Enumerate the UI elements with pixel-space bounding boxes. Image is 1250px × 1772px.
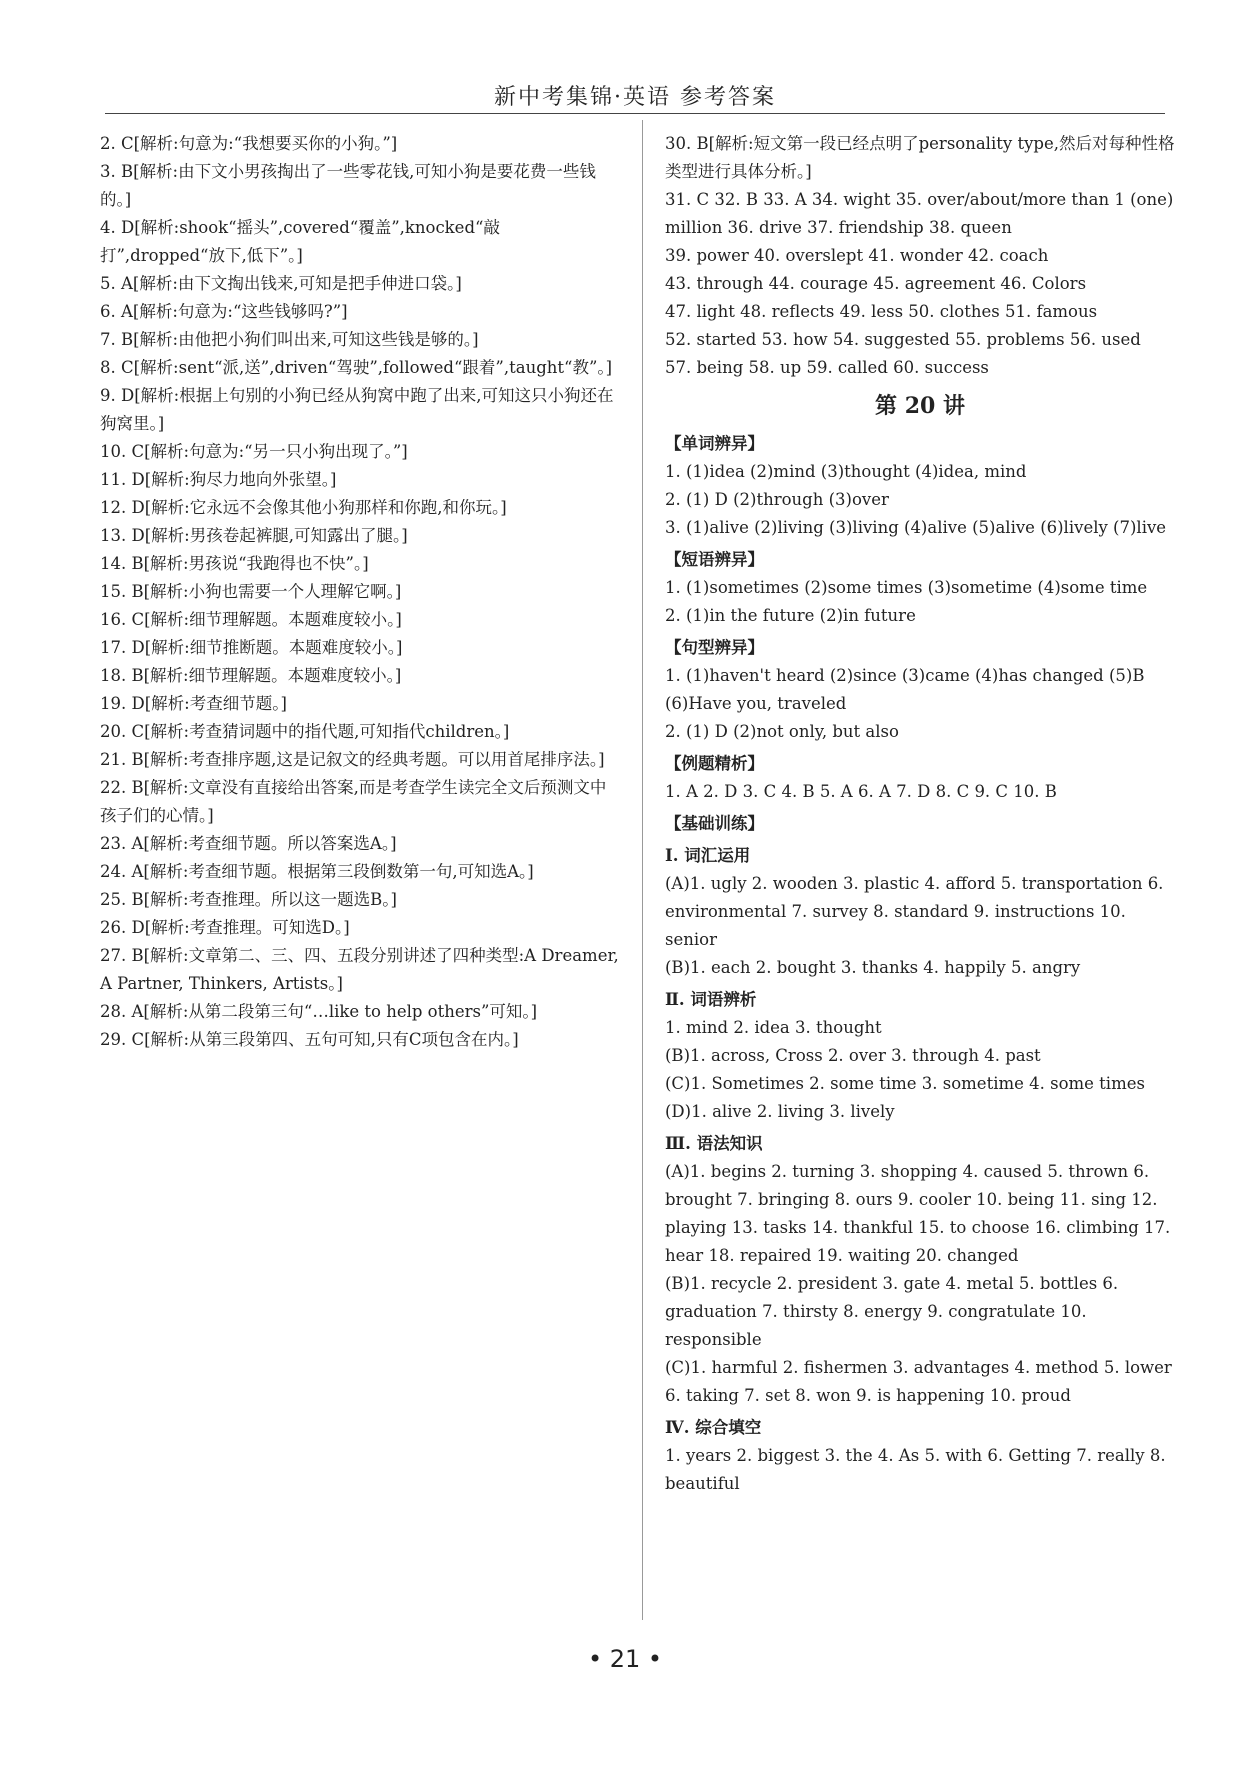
section-line: (C)1. harmful 2. fishermen 3. advantages 4. method 5. lower 6. taking 7. set 8. won 9. is happening 10. proud (665, 1358, 1172, 1405)
answer-item: 21. B[解析:考查排序题,这是记叙文的经典考题。可以用首尾排序法。] (100, 750, 605, 769)
column-divider (642, 120, 643, 1620)
answer-item: 13. D[解析:男孩卷起裤腿,可知露出了腿。] (100, 526, 408, 545)
page-number: • 21 • (587, 1645, 663, 1673)
answer-item: 8. C[解析:sent“派,送”,driven“驾驶”,followed“跟着”,taught“教”。] (100, 358, 613, 377)
answer-item: 39. power 40. overslept 41. wonder 42. coach (665, 246, 1049, 265)
answer-item: 22. B[解析:文章没有直接给出答案,而是考查学生读完全文后预测文中孩子们的心情。] (100, 778, 607, 825)
answer-item: 57. being 58. up 59. called 60. success (665, 358, 989, 377)
answer-item: 11. D[解析:狗尽力地向外张望。] (100, 470, 337, 489)
answer-item: 7. B[解析:由他把小狗们叫出来,可知这些钱是够的。] (100, 330, 479, 349)
section-line: 1. (1)idea (2)mind (3)thought (4)idea, mind (665, 462, 1027, 481)
answer-item: 26. D[解析:考查推理。可知选D。] (100, 918, 350, 937)
answer-item: 24. A[解析:考查细节题。根据第三段倒数第一句,可知选A。] (100, 862, 534, 881)
answer-item: 9. D[解析:根据上句别的小狗已经从狗窝中跑了出来,可知这只小狗还在狗窝里。] (100, 386, 614, 433)
answer-item: 52. started 53. how 54. suggested 55. problems 56. used (665, 330, 1141, 349)
answer-item: 30. B[解析:短文第一段已经点明了personality type,然后对每种性格类型进行具体分析。] (665, 134, 1175, 181)
section-line: 1. mind 2. idea 3. thought (665, 1018, 882, 1037)
answer-item: 16. C[解析:细节理解题。本题难度较小。] (100, 610, 402, 629)
section-line: 2. (1)in the future (2)in future (665, 606, 916, 625)
answer-item: 43. through 44. courage 45. agreement 46. Colors (665, 274, 1087, 293)
left-column (100, 130, 620, 1054)
answer-item: 5. A[解析:由下文掏出钱来,可知是把手伸进口袋。] (100, 274, 462, 293)
answer-item: 3. B[解析:由下文小男孩掏出了一些零花钱,可知小狗是要花费一些钱的。] (100, 162, 596, 209)
answer-item: 19. D[解析:考查细节题。] (100, 694, 287, 713)
section-line: 3. (1)alive (2)living (3)living (4)alive (5)alive (6)lively (7)live (665, 518, 1167, 537)
answer-item: 2. C[解析:句意为:“我想要买你的小狗。”] (100, 134, 398, 153)
answer-item: 18. B[解析:细节理解题。本题难度较小。] (100, 666, 402, 685)
section-line: (A)1. begins 2. turning 3. shopping 4. caused 5. thrown 6. brought 7. bringing 8. ours 9. cooler 10. being 11. sing 12. playing 13. tasks 14. thankful 15. to choose 16. climbing 17. hear 18. repaired 19. waiting 20. changed (665, 1162, 1171, 1265)
answer-item: 31. C 32. B 33. A 34. wight 35. over/about/more than 1 (one) million 36. drive 37. friendship 38. queen (665, 190, 1174, 237)
answer-item: 29. C[解析:从第三段第四、五句可知,只有C项包含在内。] (100, 1030, 519, 1049)
section-line: (C)1. Sometimes 2. some time 3. sometime 4. some times (665, 1074, 1145, 1093)
section-line: (A)1. ugly 2. wooden 3. plastic 4. afford 5. transportation 6. environmental 7. survey 8. standard 9. instructions 10. senior (665, 874, 1164, 949)
answer-item: 47. light 48. reflects 49. less 50. clothes 51. famous (665, 302, 1098, 321)
answer-item: 17. D[解析:细节推断题。本题难度较小。] (100, 638, 403, 657)
section-line: 1. years 2. biggest 3. the 4. As 5. with 6. Getting 7. really 8. beautiful (665, 1446, 1166, 1493)
section-heading: 【基础训练】 (665, 814, 764, 833)
answer-item: 6. A[解析:句意为:“这些钱够吗?”] (100, 302, 348, 321)
section-heading: 【短语辨异】 (665, 550, 764, 569)
section-line: 2. (1) D (2)through (3)over (665, 490, 889, 509)
section-line: (D)1. alive 2. living 3. lively (665, 1102, 895, 1121)
section-line: Ⅲ. 语法知识 (665, 1134, 763, 1153)
section-line: 1. (1)haven't heard (2)since (3)came (4)has changed (5)B (6)Have you, traveled (665, 666, 1145, 713)
section-line: Ⅳ. 综合填空 (665, 1418, 762, 1437)
lecture-title: 第 20 讲 (875, 393, 965, 419)
right-column (665, 130, 1175, 1498)
section-heading: 【单词辨异】 (665, 434, 764, 453)
answer-item: 4. D[解析:shook“摇头”,covered“覆盖”,knocked“敲打”,dropped“放下,低下”。] (100, 218, 500, 265)
section-line: 2. (1) D (2)not only, but also (665, 722, 899, 741)
section-line: (B)1. across, Cross 2. over 3. through 4. past (665, 1046, 1041, 1065)
answer-item: 28. A[解析:从第二段第三句“…like to help others”可知。] (100, 1002, 538, 1021)
answer-item: 25. B[解析:考查推理。所以这一题选B。] (100, 890, 397, 909)
answer-item: 12. D[解析:它永远不会像其他小狗那样和你跑,和你玩。] (100, 498, 507, 517)
section-line: (B)1. each 2. bought 3. thanks 4. happily 5. angry (665, 958, 1081, 977)
section-line: Ⅱ. 词语辨析 (665, 990, 757, 1009)
answer-item: 20. C[解析:考查猜词题中的指代题,可知指代children。] (100, 722, 510, 741)
page-header: 新中考集锦·英语 参考答案 (494, 85, 776, 110)
section-heading: 【例题精析】 (665, 754, 764, 773)
section-line: Ⅰ. 词汇运用 (665, 846, 751, 865)
answer-item: 10. C[解析:句意为:“另一只小狗出现了。”] (100, 442, 408, 461)
answer-item: 27. B[解析:文章第二、三、四、五段分别讲述了四种类型:A Dreamer, A Partner, Thinkers, Artists。] (100, 946, 619, 993)
header-rule (105, 113, 1165, 114)
section-line: 1. A 2. D 3. C 4. B 5. A 6. A 7. D 8. C 9. C 10. B (665, 782, 1057, 801)
answer-item: 23. A[解析:考查细节题。所以答案选A。] (100, 834, 397, 853)
answer-item: 14. B[解析:男孩说“我跑得也不快”。] (100, 554, 369, 573)
section-heading: 【句型辨异】 (665, 638, 764, 657)
section-line: (B)1. recycle 2. president 3. gate 4. metal 5. bottles 6. graduation 7. thirsty 8. energy 9. congratulate 10. responsible (665, 1274, 1119, 1349)
section-line: 1. (1)sometimes (2)some times (3)sometime (4)some time (665, 578, 1148, 597)
answer-item: 15. B[解析:小狗也需要一个人理解它啊。] (100, 582, 402, 601)
